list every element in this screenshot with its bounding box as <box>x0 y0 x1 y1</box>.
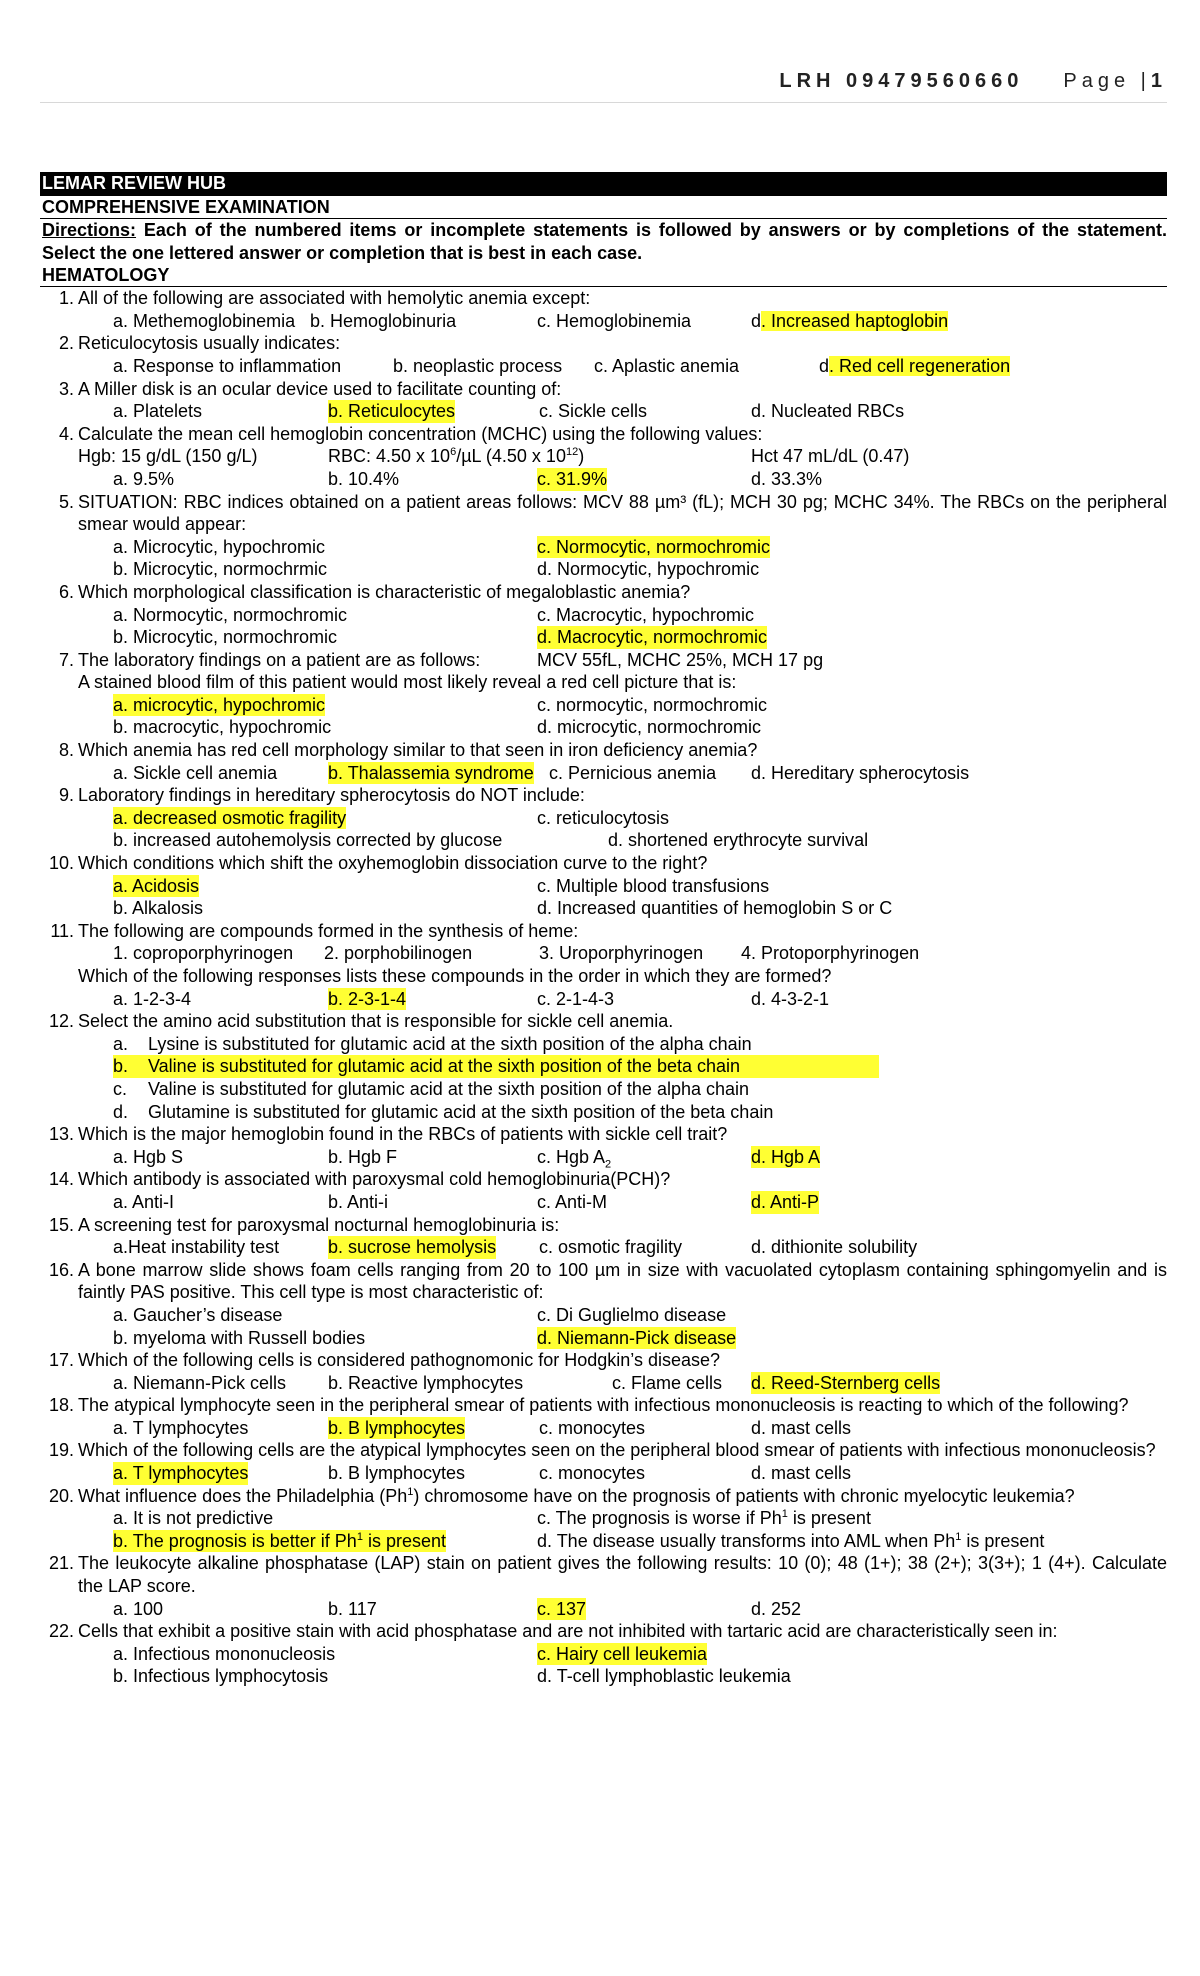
question-stem: Reticulocytosis usually indicates: <box>78 333 341 354</box>
question-stem: A screening test for paroxysmal nocturnal hemoglobinuria is: <box>78 1214 560 1235</box>
question: 21. The leukocyte alkaline phosphatase (LAP) stain on patient gives the following results: 10 (0); 48 (1+); 38 (2+); 3(3+); 1 (4+). Calculate the LAP score. a. 100 b. 117 c. 137 d. 252 <box>48 1553 1167 1619</box>
option-c: c. 137 <box>537 1598 587 1619</box>
option-d: Glutamine is substituted for glutamic acid at the sixth position of the beta chain <box>148 1101 774 1122</box>
option-b: b. Reticulocytes <box>328 401 456 422</box>
option-d: d. Normocytic, hypochromic <box>537 559 760 580</box>
option-d: d. Hereditary spherocytosis <box>751 762 970 783</box>
option-a: a. Anti-I <box>113 1191 175 1212</box>
question: 8. Which anemia has red cell morphology similar to that seen in iron deficiency anemia? a. Sickle cell anemia b. Thalassemia syndrome c. Pernicious anemia d. Hereditary spherocytosis <box>40 739 1167 784</box>
question-stem-2: Which of the following responses lists these compounds in the order in which they are formed? <box>78 966 832 986</box>
option-d: d. Increased haptoglobin <box>751 310 949 331</box>
option-a: a. Platelets <box>113 401 203 422</box>
option-c: c. Pernicious anemia <box>549 762 717 783</box>
option-b: b. increased autohemolysis corrected by glucose <box>113 830 503 851</box>
exam-subtitle: COMPREHENSIVE EXAMINATION <box>40 194 1167 219</box>
option-b: b. Microcytic, normochrmic <box>113 559 328 580</box>
option-d: d. The disease usually transforms into AML when Ph$^1$ is present <box>537 1530 1045 1551</box>
options-row <box>78 1598 1167 1621</box>
option-a: a. Sickle cell anemia <box>113 762 278 783</box>
question: 9. Laboratory findings in hereditary spherocytosis do NOT include: a. decreased osmotic fragility c. reticulocytosis b. increased autohemolysis corrected by glucose d. shortened erythrocyte survival <box>40 784 1167 852</box>
option-b: b. 117 <box>328 1598 377 1619</box>
question-values: MCV 55fL, MCHC 25%, MCH 17 pg <box>537 649 824 670</box>
option-d: d. Increased quantities of hemoglobin S or C <box>537 898 893 919</box>
question: 1. All of the following are associated with hemolytic anemia except: a. Methemoglobinemia b. Hemoglobinuria c. Hemoglobinemia d. Increased haptoglobin <box>40 287 1167 332</box>
directions-text: Each of the numbered items or incomplete statements is followed by answers or by completions of the statement. Select the one lettered answer or completion that is best in each case. <box>42 220 1167 263</box>
directions <box>40 219 1167 264</box>
option-c: c. Sickle cells <box>539 401 648 422</box>
option-b: b. Hgb F <box>328 1146 398 1167</box>
options-row <box>78 1191 1167 1214</box>
question: 16. A bone marrow slide shows foam cells ranging from 20 to 100 µm in size with vacuolated cytoplasm containing sphingomyelin and is faintly PAS positive. This cell type is most characteristic of: a. Gaucher’s disease c. Di Guglielmo disease b. myeloma with Russell bodies d. Niemann-Pick disease <box>48 1259 1167 1348</box>
option-a: a. Normocytic, normochromic <box>113 604 348 625</box>
compound-1: 1. coproporphyrinogen <box>113 943 294 964</box>
question-stem: A Miller disk is an ocular device used to facilitate counting of: <box>78 378 562 399</box>
options-row <box>78 762 1167 785</box>
option-d: d. Hgb A <box>751 1146 821 1167</box>
question-stem: All of the following are associated with hemolytic anemia except: <box>78 288 591 309</box>
compound-4: 4. Protoporphyrinogen <box>741 943 920 964</box>
section-title: HEMATOLOGY <box>40 264 1167 287</box>
option-a: a. T lymphocytes <box>113 1417 249 1438</box>
value-hct: Hct 47 mL/dL (0.47) <box>751 446 910 467</box>
question-stem: Which is the major hemoglobin found in the RBCs of patients with sickle cell trait? <box>78 1124 728 1145</box>
options-row <box>78 355 1167 378</box>
options-row <box>78 1146 1167 1169</box>
option-b: b. Alkalosis <box>113 898 204 919</box>
question-stem: The leukocyte alkaline phosphatase (LAP) stain on patient gives the following results: 10 (0); 48 (1+); 38 (2+); 3(3+); 1 (4+). Calculate the LAP score. <box>78 1553 1167 1597</box>
option-a: a. 9.5% <box>113 468 175 489</box>
option-b: b. macrocytic, hypochromic <box>113 717 332 738</box>
option-d: d. 33.3% <box>751 468 823 489</box>
question-stem: Laboratory findings in hereditary spherocytosis do NOT include: <box>78 785 585 806</box>
option-d: d. T-cell lymphoblastic leukemia <box>537 1666 791 1687</box>
option-d: d. Reed-Sternberg cells <box>751 1372 941 1393</box>
header-code: LRH 09479560660 <box>779 70 1024 92</box>
option-c: c. osmotic fragility <box>539 1237 683 1258</box>
question: 20. What influence does the Philadelphia (Ph$^1$) chromosome have on the prognosis of patients with chronic myelocytic leukemia? a. It is not predictive c. The prognosis is worse if Ph$^1$ is present b. The prognosis is better if Ph$^1$ is present d. The disease usually transforms into AML when Ph$^1$ is present <box>40 1485 1167 1553</box>
option-a: a.Heat instability test <box>113 1237 280 1258</box>
option-c: c. Multiple blood transfusions <box>537 875 770 896</box>
option-b: b. 2-3-1-4 <box>328 988 407 1009</box>
option-c: c. Normocytic, normochromic <box>537 536 771 557</box>
question-stem: Which morphological classification is characteristic of megaloblastic anemia? <box>78 581 691 602</box>
option-b: b. Valine is substituted for glutamic acid at the sixth position of the beta chain <box>113 1055 879 1078</box>
option-b: b. B lymphocytes <box>328 1463 466 1484</box>
question: 18. The atypical lymphocyte seen in the peripheral smear of patients with infectious mononucleosis is reacting to which of the following? a. T lymphocytes b. B lymphocytes c. monocytes d. mast cells <box>40 1394 1167 1439</box>
option-c: c. Anti-M <box>537 1191 608 1212</box>
option-a: a. Gaucher’s disease <box>113 1304 283 1325</box>
compound-2: 2. porphobilinogen <box>324 943 473 964</box>
option-c: c. Hemoglobinemia <box>537 310 692 331</box>
option-d: d. Niemann-Pick disease <box>537 1327 737 1348</box>
question: 19. Which of the following cells are the atypical lymphocytes seen on the peripheral blood smear of patients with infectious mononucleosis? a. T lymphocytes b. B lymphocytes c. monocytes d. mast cells <box>40 1439 1167 1484</box>
question: 13. Which is the major hemoglobin found in the RBCs of patients with sickle cell trait? a. Hgb S b. Hgb F c. Hgb $A_2$ d. Hgb A <box>40 1123 1167 1168</box>
option-d: d. 4-3-2-1 <box>751 988 830 1009</box>
option-b: b. Microcytic, normochromic <box>113 627 338 648</box>
option-d: d. Macrocytic, normochromic <box>537 627 768 648</box>
question-stem: SITUATION: RBC indices obtained on a patient areas follows: MCV 88 µm³ (fL); MCH 30 pg; MCHC 34%. The RBCs on the peripheral smear would appear: <box>78 491 1167 535</box>
option-a: a. Microcytic, hypochromic <box>113 536 326 557</box>
question: 5. SITUATION: RBC indices obtained on a patient areas follows: MCV 88 µm³ (fL); MCH 30 pg; MCHC 34%. The RBCs on the peripheral smear would appear: a. Microcytic, hypochromic c. Normocytic, normochromic b. Microcytic, normochrmic d. Normocytic, hypochromic <box>58 491 1167 580</box>
question: 6. Which morphological classification is characteristic of megaloblastic anemia? a. Normocytic, normochromic c. Macrocytic, hypochromic b. Microcytic, normochromic d. Macrocytic, normochromic <box>40 581 1167 649</box>
options-row <box>78 310 1167 333</box>
option-c: c. 2-1-4-3 <box>537 988 615 1009</box>
option-a: Lysine is substituted for glutamic acid at the sixth position of the alpha chain <box>148 1033 752 1054</box>
option-b: b. The prognosis is better if Ph$^1$ is present <box>113 1530 446 1551</box>
option-b: b. Infectious lymphocytosis <box>113 1666 329 1687</box>
option-d: d. microcytic, normochromic <box>537 717 762 738</box>
option-a: a. Acidosis <box>113 875 200 896</box>
question-stem-2: A stained blood film of this patient would most likely reveal a red cell picture that is: <box>78 672 737 693</box>
option-d: d. mast cells <box>751 1463 852 1484</box>
options-row <box>78 468 1167 491</box>
option-d: d. Red cell regeneration <box>819 355 1011 376</box>
options-row <box>78 400 1167 423</box>
option-b: b. Hemoglobinuria <box>310 310 457 331</box>
option-d: d. shortened erythrocyte survival <box>608 830 869 851</box>
option-a: a. 100 <box>113 1598 164 1619</box>
option-c: c. Flame cells <box>612 1372 723 1393</box>
question-stem: What influence does the Philadelphia (Ph$^1$) chromosome have on the prognosis of patients with chronic myelocytic leukemia? <box>78 1485 1075 1506</box>
value-rbc: RBC: 4.50 x $10^6/\mu L$ (4.50 x $10^{12}$) <box>328 446 585 467</box>
question-stem: Which of the following cells are the atypical lymphocytes seen on the peripheral blood smear of patients with infectious mononucleosis? <box>78 1440 1156 1461</box>
option-c: c. Hgb $A_2$ <box>537 1146 612 1171</box>
options-row <box>78 1372 1167 1395</box>
question-stem: A bone marrow slide shows foam cells ranging from 20 to 100 µm in size with vacuolated cytoplasm containing sphingomyelin and is faintly PAS positive. This cell type is most characteristic of: <box>78 1259 1167 1303</box>
option-a: a. Methemoglobinemia <box>113 310 296 331</box>
option-a: a. Hgb S <box>113 1146 184 1167</box>
question-stem: The atypical lymphocyte seen in the peripheral smear of patients with infectious mononucleosis is reacting to which of the following? <box>78 1395 1129 1416</box>
page-number-label: Page |1 <box>1063 70 1167 92</box>
question-stem: Which of the following cells is considered pathognomonic for Hodgkin’s disease? <box>78 1350 721 1371</box>
options-row <box>78 988 1167 1011</box>
question: 3. A Miller disk is an ocular device used to facilitate counting of: a. Platelets b. Reticulocytes c. Sickle cells d. Nucleated RBCs <box>40 378 1167 423</box>
option-a: a. It is not predictive <box>113 1508 274 1529</box>
options-row <box>78 1462 1167 1485</box>
option-b: b. Thalassemia syndrome <box>328 762 534 783</box>
option-a: a. microcytic, hypochromic <box>113 694 326 715</box>
option-c: c. monocytes <box>539 1417 646 1438</box>
values-row <box>78 445 1167 468</box>
option-b: b. myeloma with Russell bodies <box>113 1327 366 1348</box>
option-c: c. reticulocytosis <box>537 807 670 828</box>
option-d: d. 252 <box>751 1598 802 1619</box>
question-stem: The laboratory findings on a patient are as follows: <box>78 649 481 670</box>
option-a: a. T lymphocytes <box>113 1463 249 1484</box>
question: 10. Which conditions which shift the oxyhemoglobin dissociation curve to the right? a. Acidosis c. Multiple blood transfusions b. Alkalosis d. Increased quantities of hemoglobin S or C <box>40 852 1167 920</box>
option-c: c. Hairy cell leukemia <box>537 1643 708 1664</box>
option-c: c. Aplastic anemia <box>594 355 740 376</box>
option-c: c. normocytic, normochromic <box>537 694 768 715</box>
question-stem: The following are compounds formed in the synthesis of heme: <box>78 920 579 941</box>
option-b: b. 10.4% <box>328 468 400 489</box>
exam-title: LEMAR REVIEW HUB <box>40 172 1167 194</box>
option-c: Valine is substituted for glutamic acid at the sixth position of the alpha chain <box>148 1078 750 1099</box>
option-c: c. The prognosis is worse if Ph$^1$ is present <box>537 1508 871 1529</box>
header-rule <box>40 102 1167 103</box>
question: 14. Which antibody is associated with paroxysmal cold hemoglobinuria(PCH)? a. Anti-I b. Anti-i c. Anti-M d. Anti-P <box>40 1168 1167 1213</box>
option-a: a. Niemann-Pick cells <box>113 1372 287 1393</box>
option-d: d. mast cells <box>751 1417 852 1438</box>
options-row <box>78 1417 1167 1440</box>
directions-label: Directions: <box>42 220 137 240</box>
question: 17. Which of the following cells is considered pathognomonic for Hodgkin’s disease? a. Niemann-Pick cells b. Reactive lymphocytes c. Flame cells d. Reed-Sternberg cells <box>40 1349 1167 1394</box>
exam-document <box>40 172 1167 1688</box>
option-b: b. Anti-i <box>328 1191 389 1212</box>
option-a: a. decreased osmotic fragility <box>113 807 347 828</box>
question-stem: Which antibody is associated with paroxysmal cold hemoglobinuria(PCH)? <box>78 1169 671 1190</box>
option-d: d. Anti-P <box>751 1191 820 1212</box>
question-stem: Which conditions which shift the oxyhemoglobin dissociation curve to the right? <box>78 853 708 874</box>
question: 7. The laboratory findings on a patient are as follows: MCV 55fL, MCHC 25%, MCH 17 pg A stained blood film of this patient would most likely reveal a red cell picture that is: a. microcytic, hypochromic c. normocytic, normochromic b. macrocytic, hypochromic d. microcytic, normochromic <box>40 649 1167 739</box>
option-a: a. 1-2-3-4 <box>113 988 192 1009</box>
page-header <box>40 70 1167 93</box>
compound-3: 3. Uroporphyrinogen <box>539 943 704 964</box>
question: 12. Select the amino acid substitution that is responsible for sickle cell anemia. a. Lysine is substituted for glutamic acid at the sixth position of the alpha chain b. Valine is substituted for glutamic acid at the sixth position of the beta chain c. Valine is substituted for glutamic acid at the sixth position of the alpha chain d. Glutamine is substituted for glutamic acid at the sixth position of the beta chain <box>40 1010 1167 1123</box>
option-a: a. Response to inflammation <box>113 355 342 376</box>
question-stem: Select the amino acid substitution that is responsible for sickle cell anemia. <box>78 1011 674 1032</box>
option-c: c. Macrocytic, hypochromic <box>537 604 755 625</box>
option-c: c. Di Guglielmo disease <box>537 1304 727 1325</box>
option-d: d. Nucleated RBCs <box>751 401 905 422</box>
question-stem: Cells that exhibit a positive stain with acid phosphatase and are not inhibited with tartaric acid are characteristically seen in: <box>78 1621 1058 1642</box>
value-hgb: Hgb: 15 g/dL (150 g/L) <box>78 446 258 467</box>
option-b: b. B lymphocytes <box>328 1417 466 1438</box>
option-b: b. neoplastic process <box>393 355 563 376</box>
compounds-row <box>78 942 1167 965</box>
question: 4. Calculate the mean cell hemoglobin concentration (MCHC) using the following values: Hgb: 15 g/dL (150 g/L) RBC: 4.50 x $10^6/\mu L$ (4.50 x $10^{12}$) Hct 47 mL/dL (0.47) a. 9.5% b. 10.4% c. 31.9% d. 33.3% <box>40 423 1167 491</box>
options-row <box>78 1236 1167 1259</box>
option-b: b. sucrose hemolysis <box>328 1237 497 1258</box>
option-c: c. monocytes <box>539 1463 646 1484</box>
question: 22. Cells that exhibit a positive stain with acid phosphatase and are not inhibited with tartaric acid are characteristically seen in: a. Infectious mononucleosis c. Hairy cell leukemia b. Infectious lymphocytosis d. T-cell lymphoblastic leukemia <box>40 1620 1167 1688</box>
option-b: b. Reactive lymphocytes <box>328 1372 524 1393</box>
question: 15. A screening test for paroxysmal nocturnal hemoglobinuria is: a.Heat instability test b. sucrose hemolysis c. osmotic fragility d. dithionite solubility <box>40 1214 1167 1259</box>
option-a: a. Infectious mononucleosis <box>113 1643 336 1664</box>
question-stem: Calculate the mean cell hemoglobin concentration (MCHC) using the following values: <box>78 423 763 444</box>
question: 2. Reticulocytosis usually indicates: a. Response to inflammation b. neoplastic process c. Aplastic anemia d. Red cell regeneration <box>40 332 1167 377</box>
option-d: d. dithionite solubility <box>751 1237 918 1258</box>
question-stem: Which anemia has red cell morphology similar to that seen in iron deficiency anemia? <box>78 740 758 761</box>
question: 11. The following are compounds formed in the synthesis of heme: 1. coproporphyrinogen 2. porphobilinogen 3. Uroporphyrinogen 4. Protoporphyrinogen Which of the following responses lists these compounds in the order in which they are formed? a. 1-2-3-4 b. 2-3-1-4 c. 2-1-4-3 d. 4-3-2-1 <box>40 920 1167 1010</box>
option-c: c. 31.9% <box>537 468 608 489</box>
